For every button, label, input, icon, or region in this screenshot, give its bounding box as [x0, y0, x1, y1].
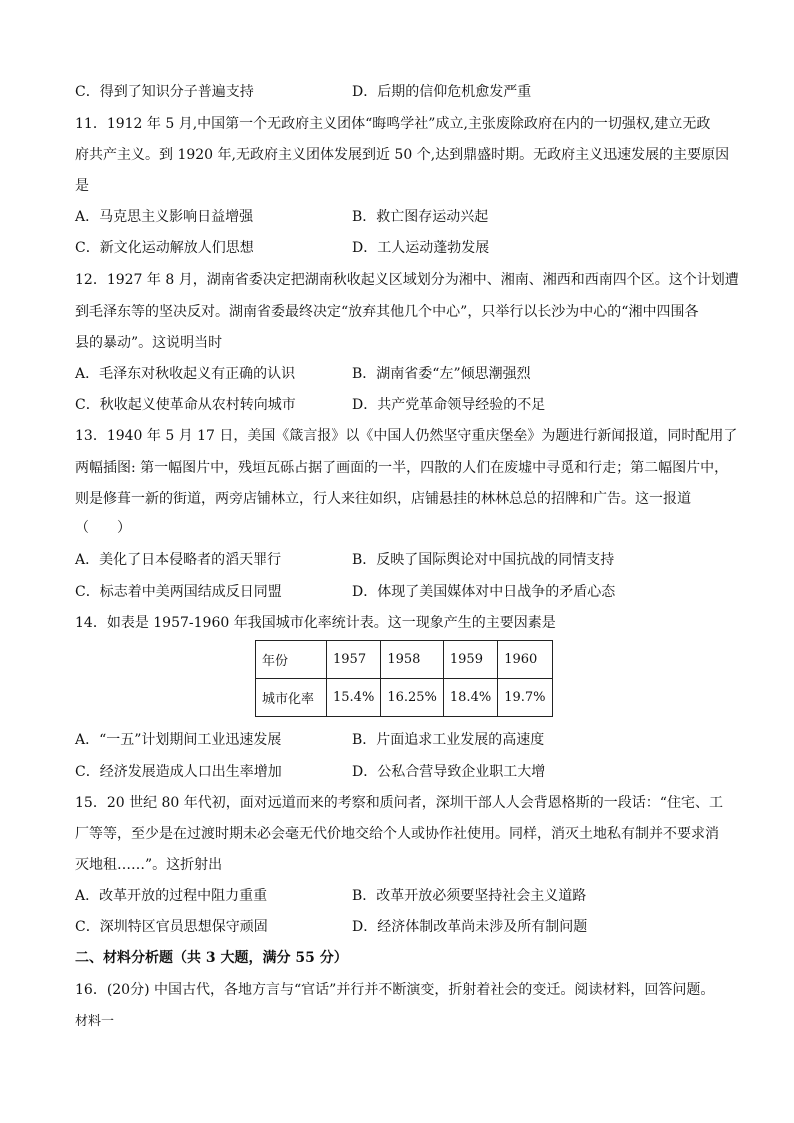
- q13-answer-bracket: （ ）: [75, 520, 131, 536]
- q11-option-c: C．新文化运动解放人们思想: [75, 240, 254, 256]
- table-cell: 年份: [256, 641, 327, 679]
- q13-option-c: C．标志着中美两国结成反日同盟: [75, 584, 282, 600]
- q12-stem-line-1: 12．1927 年 8 月，湖南省委决定把湖南秋收起义区域划分为湘中、湘南、湘西和西南四个区。这个计划遭: [75, 272, 739, 288]
- q14-stem-line-1: 14．如表是 1957-1960 年我国城市化率统计表。这一现象产生的主要因素是: [75, 615, 556, 631]
- q15-option-c: C．深圳特区官员思想保守顽固: [75, 919, 268, 935]
- q11-stem-line-2: 府共产主义。到 1920 年,无政府主义团体发展到近 50 个,达到鼎盛时期。无政府主义迅速发展的主要原因: [75, 147, 730, 163]
- material-label: 材料一: [75, 1014, 115, 1029]
- table-cell: 16.25%: [381, 679, 444, 717]
- q11-stem-line-1: 11．1912 年 5 月,中国第一个无政府主义团体“晦鸣学社”成立,主张废除政府在内的一切强权,建立无政: [75, 116, 711, 132]
- q12-option-a: A．毛泽东对秋收起义有正确的认识: [75, 366, 296, 382]
- q11-option-d: D．工人运动蓬勃发展: [352, 240, 490, 256]
- q15-stem-line-1: 15．20 世纪 80 年代初，面对远道而来的考察和质问者，深圳干部人人会背恩格斯的一段话：“住宅、工: [75, 795, 723, 811]
- q10-option-c: C．得到了知识分子普遍支持: [75, 84, 254, 100]
- q12-option-c: C．秋收起义使革命从农村转向城市: [75, 397, 296, 413]
- table-cell: 18.4%: [443, 679, 497, 717]
- table-header-row: [256, 641, 553, 679]
- q16-stem-line-1: 16．(20分) 中国古代，各地方言与“官话”并行并不断演变，折射着社会的变迁。阅读材料，回答问题。: [75, 982, 715, 998]
- q15-option-d: D．经济体制改革尚未涉及所有制问题: [352, 919, 588, 935]
- q14-option-d: D．公私合营导致企业职工大增: [352, 764, 546, 780]
- table-cell: 1957: [327, 641, 381, 679]
- q13-option-d: D．体现了美国媒体对中日战争的矛盾心态: [352, 584, 616, 600]
- q11-option-a: A．马克思主义影响日益增强: [75, 209, 254, 225]
- q13-option-b: B．反映了国际舆论对中国抗战的同情支持: [352, 552, 615, 568]
- section-heading: 二、材料分析题（共 3 大题，满分 55 分）: [75, 950, 348, 966]
- q15-option-b: B．改革开放必须要坚持社会主义道路: [352, 888, 587, 904]
- q15-option-a: A．改革开放的过程中阻力重重: [75, 888, 268, 904]
- q14-option-b: B．片面追求工业发展的高速度: [352, 732, 545, 748]
- q13-stem-line-2: 两幅插图: 第一幅图片中，残垣瓦砾占据了画面的一半，四散的人们在废墟中寻觅和行走；第二幅图片中，: [75, 460, 729, 476]
- q13-stem-line-3: 则是修葺一新的街道，两旁店铺林立，行人来往如织，店铺悬挂的林林总总的招牌和广告。这一报道: [75, 491, 691, 507]
- urbanization-table: [255, 640, 553, 717]
- q12-stem-line-2: 到毛泽东等的坚决反对。湖南省委最终决定“放弃其他几个中心”，只举行以长沙为中心的“湘中四围各: [75, 304, 699, 320]
- table-cell: 1958: [381, 641, 444, 679]
- q15-stem-line-3: 灭地租……”。这折射出: [75, 857, 223, 873]
- table-cell: 19.7%: [498, 679, 552, 717]
- q11-option-b: B．救亡图存运动兴起: [352, 209, 489, 225]
- q13-option-a: A．美化了日本侵略者的滔天罪行: [75, 552, 282, 568]
- q12-option-b: B．湖南省委“左”倾思潮强烈: [352, 366, 531, 382]
- table-row: [256, 679, 553, 717]
- table-cell: 1959: [443, 641, 497, 679]
- q10-option-d: D．后期的信仰危机愈发严重: [352, 84, 532, 100]
- q14-option-c: C．经济发展造成人口出生率增加: [75, 764, 282, 780]
- table-cell: 1960: [498, 641, 552, 679]
- q12-option-d: D．共产党革命领导经验的不足: [352, 397, 546, 413]
- table-cell: 15.4%: [327, 679, 381, 717]
- q13-stem-line-1: 13．1940 年 5 月 17 日，美国《箴言报》以《中国人仍然坚守重庆堡垒》为题进行新闻报道，同时配用了: [75, 428, 738, 444]
- q12-stem-line-3: 县的暴动”。这说明当时: [75, 335, 223, 351]
- q15-stem-line-2: 厂等等，至少是在过渡时期未必会毫无代价地交给个人或协作社使用。同样，消灭土地私有制并不要求消: [75, 826, 719, 842]
- q14-option-a: A．“一五”计划期间工业迅速发展: [75, 732, 282, 748]
- table-cell: 城市化率: [256, 679, 327, 717]
- q11-stem-line-3: 是: [75, 178, 89, 194]
